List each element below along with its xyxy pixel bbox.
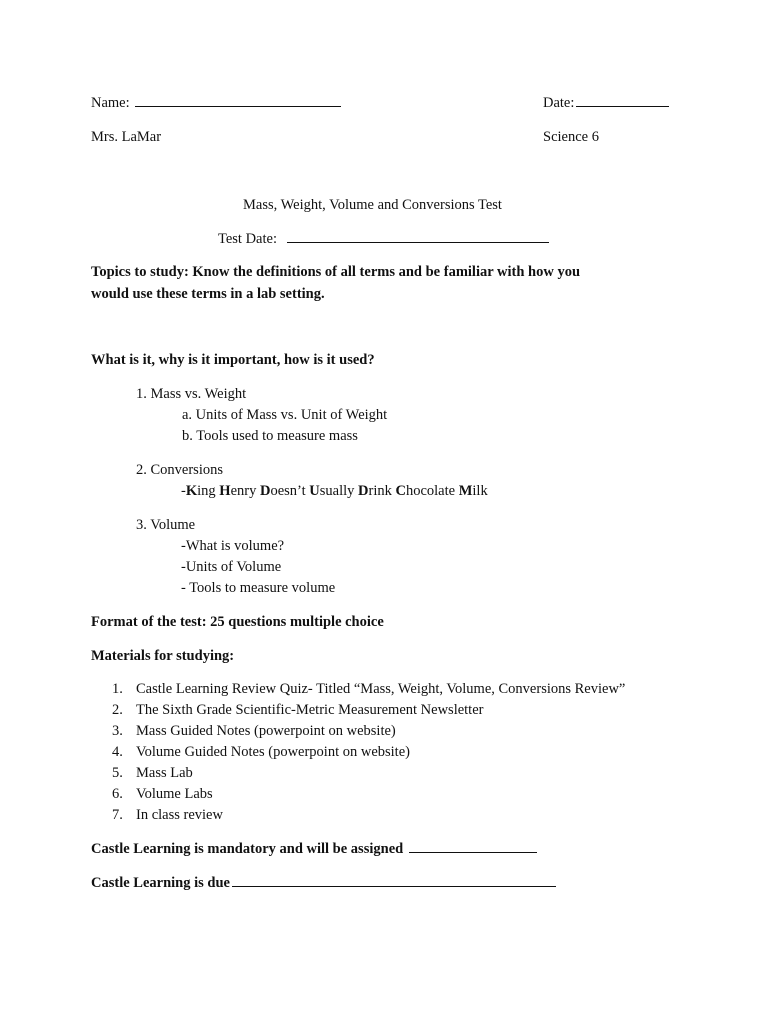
castle-due-line <box>91 873 556 893</box>
date-label: Date: <box>543 95 575 111</box>
page-title: Mass, Weight, Volume and Conversions Test <box>243 197 502 213</box>
test-date-field <box>218 229 549 249</box>
mnemonic-word: Drink <box>358 483 396 499</box>
outline-item-3a: -What is volume? <box>181 538 285 554</box>
course-name: Science 6 <box>543 129 599 145</box>
date-blank <box>576 105 669 107</box>
outline-item-3: 3. Volume <box>136 517 196 533</box>
mnemonic-word: Doesn’t <box>259 483 310 499</box>
format-line: Format of the test: 25 questions multiple choice <box>91 614 384 630</box>
list-item: 5. Mass Lab <box>112 765 193 781</box>
mnemonic-word: Milk <box>458 483 488 499</box>
mnemonic-word: Henry <box>219 483 260 499</box>
test-date-blank <box>287 241 549 243</box>
outline-item-3b: -Units of Volume <box>181 559 282 575</box>
name-field <box>91 93 341 113</box>
outline-item-3c: - Tools to measure volume <box>181 580 336 596</box>
castle-due-blank <box>232 885 556 887</box>
list-item: 2. The Sixth Grade Scientific-Metric Measurement Newsletter <box>112 702 484 718</box>
list-item: 4. Volume Guided Notes (powerpoint on website) <box>112 744 410 760</box>
list-item: 3. Mass Guided Notes (powerpoint on website) <box>112 723 396 739</box>
topics-line-1: Topics to study: Know the definitions of all terms and be familiar with how you <box>91 264 581 280</box>
outline-item-1: 1. Mass vs. Weight <box>136 386 247 402</box>
outline-item-2: 2. Conversions <box>136 462 223 478</box>
teacher-name: Mrs. LaMar <box>91 129 162 145</box>
topics-line-2: would use these terms in a lab setting. <box>91 286 325 302</box>
castle-assigned-blank <box>409 851 537 853</box>
list-item: 6. Volume Labs <box>112 786 213 802</box>
mnemonic-line <box>181 481 488 501</box>
castle-due-text: Castle Learning is due <box>91 875 230 891</box>
question-heading: What is it, why is it important, how is it used? <box>91 352 375 368</box>
list-item: 1. Castle Learning Review Quiz- Titled “Mass, Weight, Volume, Conversions Review” <box>112 681 626 697</box>
mnemonic-word: Chocolate <box>395 483 459 499</box>
outline-item-1a: a. Units of Mass vs. Unit of Weight <box>182 407 388 423</box>
mnemonic-word: Usually <box>309 483 358 499</box>
name-blank <box>135 105 341 107</box>
test-date-label: Test Date: <box>218 231 277 247</box>
castle-assigned-line <box>91 839 537 859</box>
list-item: 7. In class review <box>112 807 223 823</box>
castle-assigned-text: Castle Learning is mandatory and will be assigned <box>91 841 404 857</box>
date-field <box>543 93 669 113</box>
materials-heading: Materials for studying: <box>91 648 235 664</box>
name-label: Name: <box>91 95 130 111</box>
outline-item-1b: b. Tools used to measure mass <box>182 428 358 444</box>
mnemonic-word: -King <box>181 483 220 499</box>
